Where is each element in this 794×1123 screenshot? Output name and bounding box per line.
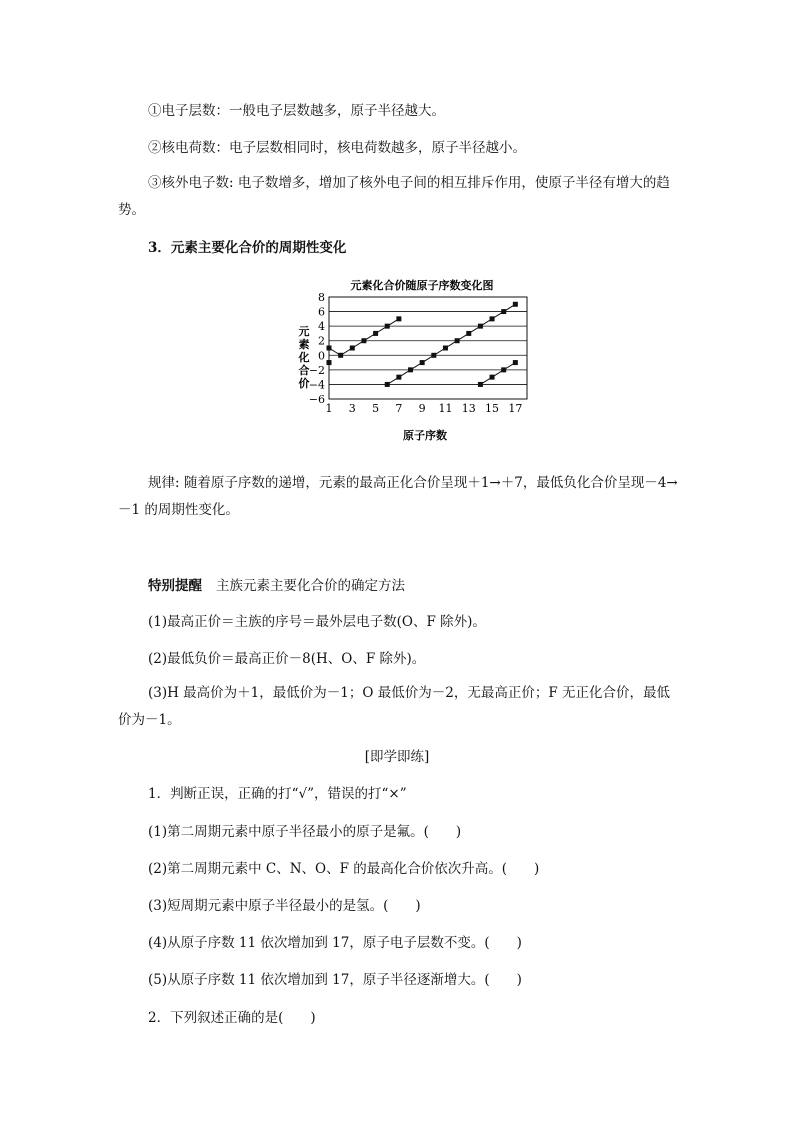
chart-x-tick-labels [326, 402, 523, 415]
data-point [513, 360, 518, 365]
question-1-item-4: (4)从原子序数 11 依次增加到 17，原子电子层数不变。( ) [148, 935, 522, 951]
chart-y-axis-label [298, 324, 310, 390]
factor-shell-count: ①电子层数：一般电子层数越多，原子半径越大。 [148, 103, 445, 119]
data-point [350, 346, 355, 351]
data-point [501, 309, 506, 314]
data-point [408, 367, 413, 372]
valence-chart [292, 275, 542, 445]
x-tick-label: 11 [438, 402, 453, 415]
tip-label: 特别提醒 [148, 578, 202, 594]
y-label-char: 合 [298, 364, 310, 377]
data-point [327, 346, 332, 351]
y-tick-label: −6 [308, 393, 325, 406]
factor-electron-count: ③核外电子数: 电子数增多，增加了核外电子间的相互排斥作用，使原子半径有增大的趋势。 [118, 175, 670, 218]
data-point [373, 331, 378, 336]
data-point [490, 375, 495, 380]
question-1-item-2: (2)第二周期元素中 C、N、O、F 的最高化合价依次升高。( ) [148, 861, 540, 877]
tip-item-1: (1)最高正价＝主族的序号＝最外层电子数(O、F 除外)。 [148, 614, 486, 630]
data-point [501, 367, 506, 372]
chart-x-axis-label: 原子序数 [403, 429, 447, 442]
y-label-char: 化 [298, 351, 310, 364]
y-label-char: 素 [298, 338, 310, 351]
data-point [420, 360, 425, 365]
question-1-stem: 1．判断正误，正确的打“√”，错误的打“×” [148, 786, 407, 802]
y-label-char: 元 [298, 325, 310, 338]
x-tick-label: 5 [372, 402, 380, 415]
data-point [455, 338, 460, 343]
data-point [466, 331, 471, 336]
data-point [396, 375, 401, 380]
y-tick-label: 0 [318, 349, 325, 363]
y-tick-label: 8 [318, 291, 325, 304]
y-tick-label: 2 [318, 334, 325, 348]
data-point [327, 360, 332, 365]
data-point [490, 316, 495, 321]
data-point [443, 346, 448, 351]
data-point [338, 353, 343, 358]
y-tick-label: 4 [318, 320, 325, 334]
data-point [478, 324, 483, 329]
rule-text: 规律: 随着原子序数的递增，元素的最高正化合价呈现＋1→＋7，最低负化合价呈现－4→－1 的周期性变化。 [118, 475, 678, 518]
tip-title: 主族元素主要化合价的确定方法 [216, 578, 405, 594]
data-point [431, 353, 436, 358]
tip-item-3: (3)H 最高价为＋1，最低价为－1；O 最低价为－2，无最高正价；F 无正化合价，最低价为－1。 [118, 685, 670, 728]
chart-y-tick-labels [309, 291, 325, 406]
data-point [385, 324, 390, 329]
section-3-heading: 3．元素主要化合价的周期性变化 [148, 240, 347, 256]
y-label-char: 价 [298, 377, 310, 390]
y-tick-label: −2 [308, 363, 325, 377]
tip-heading [148, 574, 405, 594]
question-1-item-1: (1)第二周期元素中原子半径最小的原子是氟。( ) [148, 824, 462, 840]
practice-heading: [即学即练] [364, 749, 430, 765]
factor-nuclear-charge: ②核电荷数：电子层数相同时，核电荷数越多，原子半径越小。 [148, 140, 526, 156]
data-point [396, 316, 401, 321]
question-2-stem: 2．下列叙述正确的是( ) [148, 1010, 316, 1026]
question-1-item-3: (3)短周期元素中原子半径最小的是氢。( ) [148, 898, 421, 914]
chart-plot-frame [329, 297, 527, 399]
data-point [385, 382, 390, 387]
chart-series [327, 302, 518, 387]
chart-title: 元素化合价随原子序数变化图 [350, 279, 494, 292]
data-point [513, 302, 518, 307]
y-tick-label: 6 [318, 305, 325, 319]
x-tick-label: 13 [461, 402, 476, 415]
x-tick-label: 15 [485, 402, 500, 415]
data-point [478, 382, 483, 387]
series-line [480, 363, 515, 385]
x-tick-label: 9 [418, 402, 426, 415]
x-tick-label: 3 [348, 402, 356, 415]
tip-item-2: (2)最低负价＝最高正价－8(H、O、F 除外)。 [148, 651, 426, 667]
question-1-item-5: (5)从原子序数 11 依次增加到 17，原子半径逐渐增大。( ) [148, 972, 522, 988]
x-tick-label: 1 [325, 402, 333, 415]
data-point [361, 338, 366, 343]
x-tick-label: 17 [508, 402, 523, 415]
series-line [387, 304, 515, 384]
y-tick-label: −4 [308, 378, 325, 392]
x-tick-label: 7 [395, 402, 403, 415]
